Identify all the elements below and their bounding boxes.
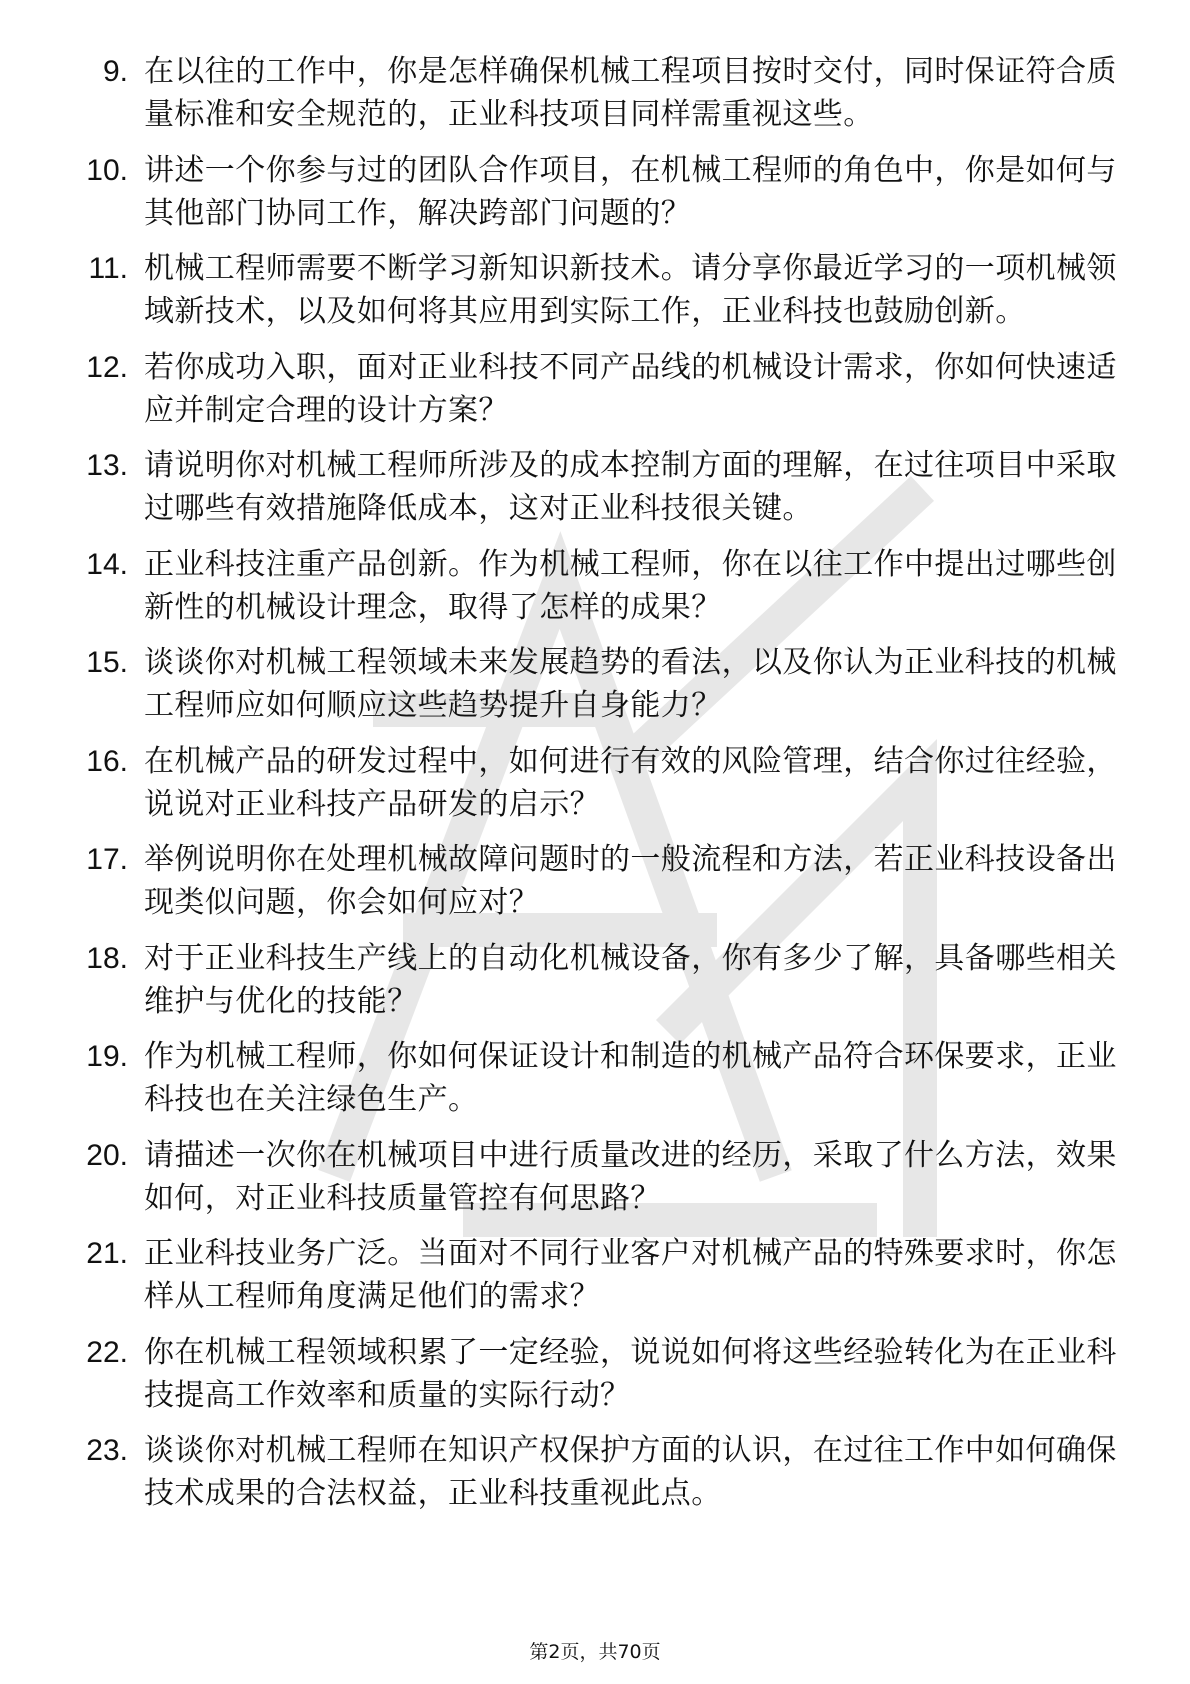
question-item bbox=[62, 1429, 1122, 1515]
question-number: 16. bbox=[86, 744, 128, 778]
question-text: 若你成功入职，面对正业科技不同产品线的机械设计需求，你如何快速适应并制定合理的设计方案？ bbox=[144, 349, 1117, 428]
question-item bbox=[62, 1035, 1122, 1121]
question-number: 21. bbox=[86, 1237, 128, 1270]
question-item bbox=[62, 1134, 1122, 1220]
question-item bbox=[62, 149, 1122, 235]
question-number: 13. bbox=[86, 449, 128, 482]
question-text: 谈谈你对机械工程领域未来发展趋势的看法，以及你认为正业科技的机械工程师应如何顺应这些趋势提升自身能力？ bbox=[144, 645, 1117, 723]
question-text: 正业科技注重产品创新。作为机械工程师，你在以往工作中提出过哪些创新性的机械设计理念，取得了怎样的成果？ bbox=[144, 546, 1117, 625]
question-item bbox=[62, 1331, 1122, 1417]
question-item bbox=[62, 740, 1122, 826]
question-text: 请描述一次你在机械项目中进行质量改进的经历，采取了什么方法，效果如何，对正业科技质量管控有何思路？ bbox=[144, 1137, 1117, 1216]
page-footer: 第2页，共70页 bbox=[529, 1641, 661, 1663]
question-item bbox=[62, 1232, 1122, 1318]
question-number: 12. bbox=[86, 350, 128, 384]
question-item bbox=[62, 50, 1122, 136]
question-number: 22. bbox=[86, 1335, 128, 1369]
question-text: 请说明你对机械工程师所涉及的成本控制方面的理解，在过往项目中采取过哪些有效措施降低成本，这对正业科技很关键。 bbox=[144, 448, 1117, 526]
question-text: 在机械产品的研发过程中，如何进行有效的风险管理，结合你过往经验，说说对正业科技产品研发的启示？ bbox=[144, 743, 1117, 822]
question-list bbox=[62, 50, 1122, 1528]
question-number: 18. bbox=[86, 941, 128, 975]
question-number: 23. bbox=[86, 1434, 128, 1467]
question-item bbox=[62, 346, 1122, 432]
question-number: 20. bbox=[86, 1138, 128, 1172]
question-number: 10. bbox=[86, 153, 128, 187]
question-item bbox=[62, 543, 1122, 629]
question-number: 17. bbox=[86, 843, 128, 876]
question-item bbox=[62, 937, 1122, 1023]
question-text: 正业科技业务广泛。当面对不同行业客户对机械产品的特殊要求时，你怎样从工程师角度满足他们的需求？ bbox=[144, 1236, 1117, 1314]
question-text: 你在机械工程领域积累了一定经验，说说如何将这些经验转化为在正业科技提高工作效率和质量的实际行动？ bbox=[144, 1334, 1117, 1413]
question-item bbox=[62, 641, 1122, 727]
question-number: 11. bbox=[88, 252, 128, 285]
question-number: 14. bbox=[86, 547, 128, 581]
question-text: 在以往的工作中，你是怎样确保机械工程项目按时交付，同时保证符合质量标准和安全规范的，正业科技项目同样需重视这些。 bbox=[144, 54, 1117, 132]
question-item bbox=[62, 247, 1122, 333]
question-item bbox=[62, 838, 1122, 924]
question-text: 谈谈你对机械工程师在知识产权保护方面的认识，在过往工作中如何确保技术成果的合法权益，正业科技重视此点。 bbox=[144, 1433, 1117, 1511]
question-number: 15. bbox=[86, 646, 128, 679]
question-text: 作为机械工程师，你如何保证设计和制造的机械产品符合环保要求，正业科技也在关注绿色生产。 bbox=[144, 1039, 1117, 1117]
question-text: 讲述一个你参与过的团队合作项目，在机械工程师的角色中，你是如何与其他部门协同工作，解决跨部门问题的？ bbox=[144, 152, 1117, 231]
question-text: 对于正业科技生产线上的自动化机械设备，你有多少了解，具备哪些相关维护与优化的技能？ bbox=[144, 940, 1117, 1019]
question-text: 举例说明你在处理机械故障问题时的一般流程和方法，若正业科技设备出现类似问题，你会如何应对？ bbox=[144, 842, 1117, 920]
question-text: 机械工程师需要不断学习新知识新技术。请分享你最近学习的一项机械领域新技术，以及如何将其应用到实际工作，正业科技也鼓励创新。 bbox=[144, 251, 1117, 329]
question-item bbox=[62, 444, 1122, 530]
question-number: 9. bbox=[102, 55, 128, 88]
question-number: 19. bbox=[86, 1040, 128, 1073]
